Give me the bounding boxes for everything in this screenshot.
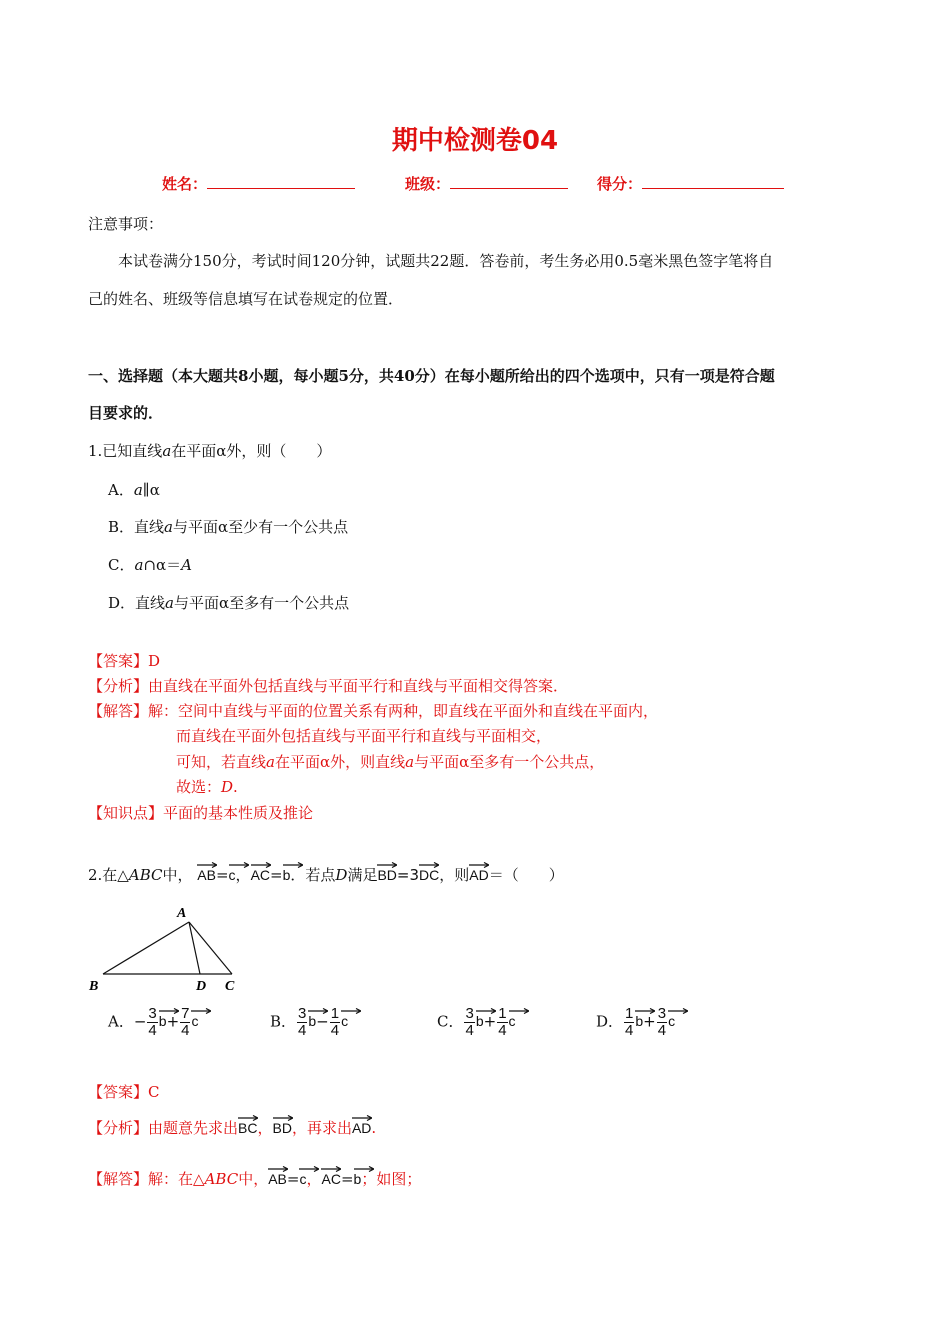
question-2-option-b[interactable]: B． $\frac{3}{4}$ b− $\frac{1}{4}$ c [270, 1006, 348, 1039]
page-title: 期中检测卷04 [391, 126, 559, 156]
vertex-b-label: B [89, 979, 99, 994]
question-2-answer: 【答案】C [88, 1083, 160, 1101]
question-1-stem: 1.已知直线a在平面α外，则（ ） [88, 442, 332, 460]
question-1-solution-line-2: 而直线在平面外包括直线与平面平行和直线与平面相交， [176, 727, 552, 745]
question-1-solution-line-3: 可知，若直线a在平面α外，则直线a与平面α至多有一个公共点， [176, 753, 605, 771]
question-1-option-c[interactable]: C．a∩α＝A [108, 556, 192, 574]
question-2-option-d[interactable]: D． $\frac{1}{4}$ b+ $\frac{3}{4}$ c [596, 1006, 675, 1039]
score-field-label: 得分： [597, 173, 784, 194]
name-blank[interactable] [207, 174, 355, 189]
question-1-option-d[interactable]: D．直线a与平面α至多有一个公共点 [108, 594, 350, 612]
question-1-solution-line-4: 故选：D. [176, 778, 238, 796]
vector-dc: DC [419, 862, 439, 882]
question-1-analysis: 【分析】由直线在平面外包括直线与平面平行和直线与平面相交得答案． [88, 677, 569, 695]
question-1-answer: 【答案】D [88, 652, 161, 670]
question-2-analysis: 【分析】由题意先求出 BC， BD，再求出 AD. [88, 1115, 376, 1138]
vertex-c-label: C [225, 979, 235, 994]
question-2-stem: 2.在△ABC中， AB= c， AC= b．若点D满足 BD=3 DC，则 AD＝（ ） [88, 862, 564, 885]
notice-line-1: 本试卷满分150分，考试时间120分钟，试题共22题．答卷前，考生务必用0.5毫米黑色签字笔将自 [118, 252, 774, 270]
vector-ac: AC [251, 862, 270, 882]
segment-ad [189, 922, 200, 974]
vector-c: c [229, 862, 236, 882]
vertex-a-label: A [177, 906, 187, 921]
vector-ad: AD [469, 862, 488, 882]
name-field-label: 姓名： [162, 173, 355, 194]
question-1-solution-line-1: 【解答】解：空间中直线与平面的位置关系有两种，即直线在平面外和直线在平面内， [88, 702, 659, 720]
question-1-knowledge-point: 【知识点】平面的基本性质及推论 [88, 804, 314, 822]
question-1-option-a[interactable]: A．a∥α [108, 481, 160, 499]
score-blank[interactable] [642, 174, 784, 189]
section-heading-line-1: 一、选择题（本大题共8小题，每小题5分，共40分）在每小题所给出的四个选项中，只有一项是符合题 [88, 367, 775, 385]
section-heading-line-2: 目要求的． [88, 404, 164, 422]
class-field-label: 班级： [405, 173, 568, 194]
side-ba [103, 922, 189, 974]
class-blank[interactable] [450, 174, 568, 189]
notice-heading: 注意事项： [88, 215, 164, 233]
question-2-option-c[interactable]: C． $\frac{3}{4}$ b+ $\frac{1}{4}$ c [437, 1006, 516, 1039]
question-2-solution: 【解答】解：在△ABC中， AB= c， AC= b；如图； [88, 1166, 421, 1189]
vertex-d-label: D [196, 979, 207, 994]
question-2-option-a[interactable]: A．− $\frac{3}{4}$ b+ $\frac{7}{4}$ c [108, 1006, 198, 1039]
triangle-figure [86, 902, 246, 994]
question-1-option-b[interactable]: B．直线a与平面α至少有一个公共点 [108, 518, 349, 536]
vector-b: b [283, 862, 291, 882]
side-ac [189, 922, 232, 974]
vector-ab: AB [197, 862, 216, 882]
notice-line-2: 己的姓名、班级等信息填写在试卷规定的位置． [88, 290, 404, 308]
vector-bd: BD [377, 862, 396, 882]
